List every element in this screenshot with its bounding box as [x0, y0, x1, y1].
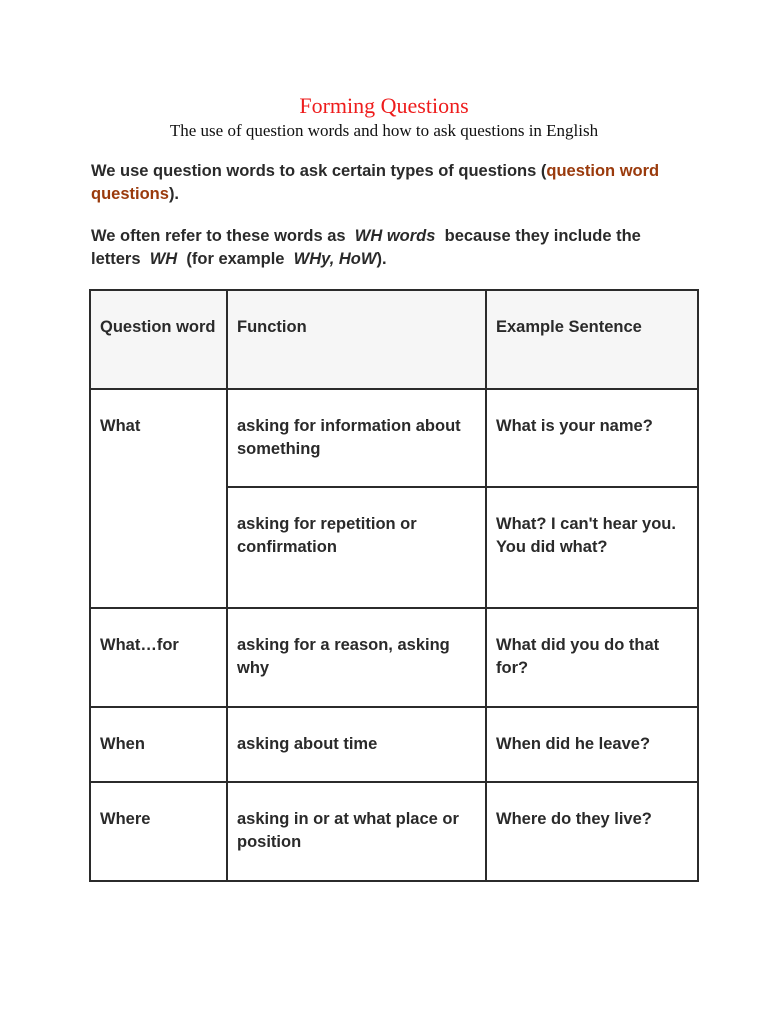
wh-letters: WH	[149, 250, 178, 268]
example-line: What is your name?	[496, 417, 653, 435]
cell-function: asking for repetition or confirmation	[227, 487, 486, 608]
header-function: Function	[227, 290, 486, 389]
example-line: What? I can't hear you.	[496, 515, 676, 533]
header-question-word: Question word	[90, 290, 227, 389]
cell-question-word: When	[90, 707, 227, 782]
cell-function: asking for information about something	[227, 389, 486, 487]
example-line: When did he leave?	[496, 735, 651, 753]
cell-function: asking for a reason, asking why	[227, 608, 486, 707]
example-line: What did you do that for?	[496, 636, 660, 677]
intro-end: ).	[168, 185, 180, 203]
wh-examples: WHy, HoW	[293, 250, 377, 268]
cell-question-word: What…for	[90, 608, 227, 707]
intro-text: We use question words to ask certain types of questions (	[91, 162, 547, 180]
cell-example	[486, 782, 698, 881]
table-header-row	[90, 290, 698, 389]
wh-paragraph	[91, 225, 691, 271]
cell-function: asking about time	[227, 707, 486, 782]
table-row	[90, 707, 698, 782]
wh-part3: (for example	[186, 250, 285, 268]
table-row	[90, 389, 698, 487]
cell-question-word: Where	[90, 782, 227, 881]
wh-term: WH words	[354, 227, 436, 245]
intro-highlight: question word questions	[91, 162, 660, 203]
cell-example	[486, 707, 698, 782]
cell-example	[486, 389, 698, 487]
cell-question-word: What	[90, 389, 227, 608]
cell-example	[486, 487, 698, 608]
table-row	[90, 782, 698, 881]
cell-function: asking in or at what place or position	[227, 782, 486, 881]
page-subtitle: The use of question words and how to ask questions in English	[169, 121, 599, 140]
wh-part1: We often refer to these words as	[91, 227, 346, 245]
page-title: Forming Questions	[299, 93, 469, 118]
header-example-sentence: Example Sentence	[486, 290, 698, 389]
cell-example	[486, 608, 698, 707]
wh-end: ).	[376, 250, 387, 268]
wh-part2: because they include the letters	[91, 227, 641, 268]
table-row	[90, 608, 698, 707]
question-words-table	[89, 289, 699, 882]
example-line: Where do they live?	[496, 810, 652, 828]
example-line: You did what?	[496, 538, 608, 556]
intro-paragraph	[91, 160, 691, 206]
